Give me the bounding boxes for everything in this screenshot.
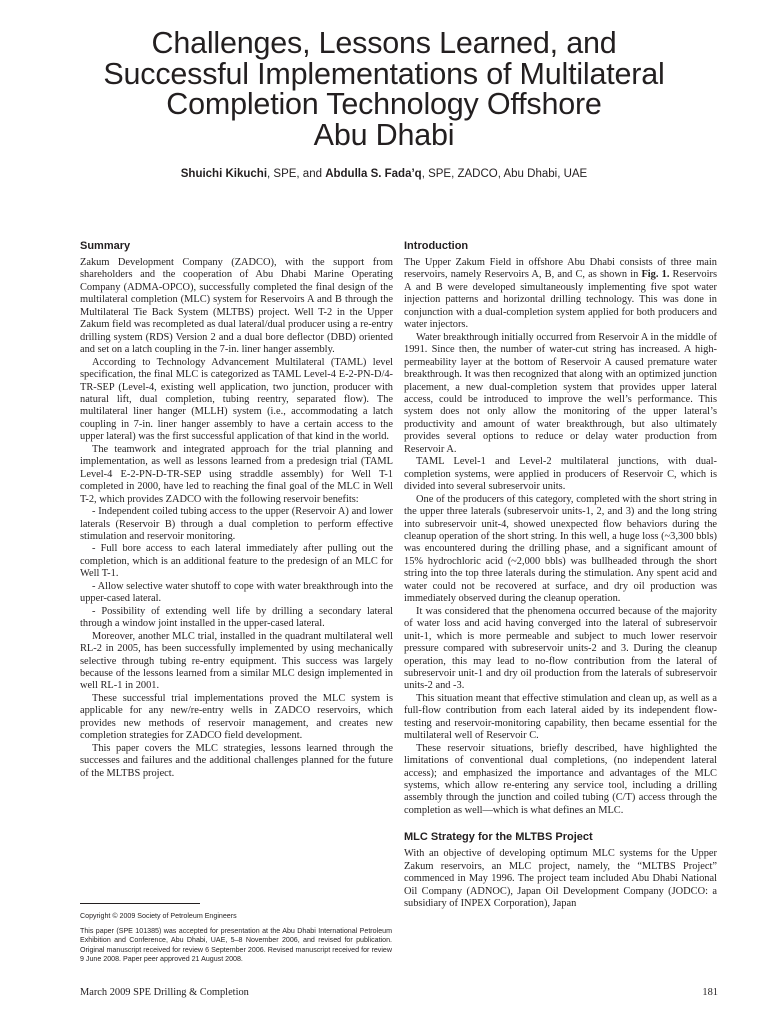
paragraph: According to Technology Advancement Multilateral (TAML) level specification, the final MLC is categorized as TAML Level-4 E-2-PN-D/4-TR-SEP (Level-4, existing well application, two junction, producer with natural lift, dual completion, tubing reentry, separated flow). The multilateral liner hanger (MLLH) system (i.e., accommodating a latch coupling in 7-in. liner hanger assembly to have a certain access to the upper lateral) was the first successful application of that kind in the world.	[80, 356, 393, 443]
paragraph	[404, 257, 717, 332]
strategy-heading: MLC Strategy for the MLTBS Project	[404, 831, 593, 844]
paragraph: With an objective of developing optimum MLC systems for the Upper Zakum reservoirs, an MLC project, namely, the “MLTBS Project” commenced in May 1996. The project team included Abu Dhabi National Oil Company (ADNOC), Japan Oil Development Company (JODCO: a subsidiary of INPEX Corporation), Japan	[404, 848, 717, 910]
paragraph: One of the producers of this category, completed with the short string in the upper three laterals (subreservoir units-1, 2, and 3) and the long string into subreservoir unit-4, showed unexpected flow behaviors during the cleanup operation of the short string. In this well, a huge loss (~3,300 bbls) was encountered during the drilling phase, and a significant amount of 15% hydrochloric acid (~2,000 bbls) was bullheaded through the short string into the top three laterals during the stimulation. Any spent acid and water could not be recovered at surface, and dry oil production was immediately observed during the cleanup operation.	[404, 493, 717, 605]
paragraph: Moreover, another MLC trial, installed in the quadrant multilateral well RL-2 in 2005, has been successfully implemented by using mechanically selective through tubing re-entry equipment. This success was largely because of the lessons learned from a similar MLC design implemented in well RL-1 in 2001.	[80, 630, 393, 692]
text-run: The Upper Zakum Field in offshore Abu Dhabi consists of three main reservoirs, namely Reservoirs A, B, and C, as shown in	[404, 257, 717, 281]
figure-reference: Fig. 1.	[641, 269, 670, 281]
paragraph: These reservoir situations, briefly described, have highlighted the limitations of conventional dual completions, (no independent lateral access); and emphasized the importance and advantages of the MLC systems, which allow re-entering any service tool, including a drilling assembly through the junction and coiled tubing (C/T) access through the completion as well—which is what defines an MLC.	[404, 742, 717, 816]
paragraph: This paper covers the MLC strategies, lessons learned through the successes and failures and the additional challenges planned for the future of the MLTBS project.	[80, 742, 393, 779]
footnote-divider	[80, 903, 200, 904]
paper-title	[60, 28, 708, 150]
publication-note: This paper (SPE 101385) was accepted for presentation at the Abu Dhabi International Petroleum Exhibition and Conference, Abu Dhabi, UAE, 5–8 November 2006, and revised for publication. Original manuscript received for review 6 September 2006. Revised manuscript received for review 9 June 2008. Paper peer approved 21 August 2008.	[80, 927, 392, 963]
author-name: Shuichi Kikuchi	[180, 168, 268, 180]
paragraph: Water breakthrough initially occurred from Reservoir A in the middle of 1991. Since then, the number of water-cut string has increased. A high-permeability layer at the bottom of Reservoir A caused premature water breakthrough. It was then recognized that along with an optimized junction placement, a new dual-completion system that provides upper lateral access, could be introduced to improve the well’s performance. This system does not only allow the monitoring of the upper lateral’s productivity and amount of water breakthrough, but also ultimately provides several options to reduce or delay water production from Reservoir A.	[404, 331, 717, 455]
page-number: 181	[702, 987, 718, 998]
left-column	[80, 240, 393, 780]
strategy-body	[404, 848, 717, 910]
paragraph: It was considered that the phenomena occurred because of the majority of water loss and acid having converged into the lateral of subreservoir unit-1, which is more permeable and subject to much lower reservoir pressure compared with subreservoir units-2 and 3. During the cleanup operation, this may lead to no-flow contribution from the lateral of subreservoir unit-1 and dry oil production from the laterals of subreservoir units-2 and -3.	[404, 605, 717, 692]
summary-heading: Summary	[80, 240, 131, 252]
title-line: Abu Dhabi	[313, 117, 455, 152]
paragraph: - Allow selective water shutoff to cope with water breakthrough into the upper-cased lateral.	[80, 580, 393, 605]
text-run: Reservoirs A and B were developed simultaneously implementing five spot water injection patterns and horizontal drilling technology. This was done in conjunction with a dual-completion system applied for both producers and water injectors.	[404, 269, 718, 331]
title-line: Successful Implementations of Multilateral	[103, 56, 665, 91]
paragraph: The teamwork and integrated approach for the trial planning and implementation, as well as lessons learned from a predesign trial (TAML Level-4 E-2-PN-D-TR-SEP using straddle assembly) for Well T-1 completed in 2000, have led to reaching the final goal of the MLC in Well T-2, which provides ZADCO with the following reservoir benefits:	[80, 443, 393, 505]
paragraph: - Full bore access to each lateral immediately after pulling out the completion, which is an additional feature to the predesign of an MLC for Well T-1.	[80, 543, 393, 580]
right-column	[404, 240, 717, 911]
journal-footer: March 2009 SPE Drilling & Completion	[80, 987, 249, 998]
copyright-note: Copyright © 2009 Society of Petroleum Engineers	[80, 912, 237, 920]
author-joiner: , SPE, and	[267, 168, 326, 180]
paragraph: This situation meant that effective stimulation and clean up, as well as a full-flow contribution from each lateral aided by its independent flow-testing and reservoir-monitoring capability, then became essential for the multilateral well of Reservoir C.	[404, 692, 717, 742]
paragraph: TAML Level-1 and Level-2 multilateral junctions, with dual-completion systems, were applied in producers of Reservoir C, which is divided into several subreservoir units.	[404, 456, 717, 493]
author-line	[40, 168, 728, 180]
title-line: Completion Technology Offshore	[166, 87, 602, 121]
author-name: Abdulla S. Fada’q	[325, 168, 422, 180]
paragraph: Zakum Development Company (ZADCO), with the support from shareholders and the cooperation of Abu Dhabi Marine Operating Company (ADMA-OPCO), successfully completed the final design of the multilateral completion (MLC) system for Reservoirs A and B through the Multilateral Tie Back System (MLTBS) project. Well T-2 in the Upper Zakum field was recompleted as dual lateral/dual producer using a re-entry drilling system (RDS) Version 2 and a dual bore deflector (DBD) oriented and set on a latch coupling in the 7-in. liner hanger assembly.	[80, 257, 393, 356]
introduction-heading: Introduction	[404, 240, 469, 252]
paragraph: These successful trial implementations proved the MLC system is applicable for any new/re-entry wells in ZADCO reservoirs, which provides new methods of reservoir management, and creates new completion strategies for ZADCO field development.	[80, 692, 393, 742]
author-affiliation: , SPE, ZADCO, Abu Dhabi, UAE	[421, 168, 588, 180]
paragraph: - Independent coiled tubing access to the upper (Reservoir A) and lower laterals (Reservoir B) through a dual completion to perform effective stimulation and reservoir monitoring.	[80, 506, 393, 542]
title-line: Challenges, Lessons Learned, and	[151, 26, 617, 60]
introduction-body	[404, 257, 717, 817]
paragraph: - Possibility of extending well life by drilling a secondary lateral through a window joint installed in the upper-cased lateral.	[80, 605, 393, 630]
summary-body	[80, 257, 393, 780]
footnotes	[80, 912, 392, 970]
